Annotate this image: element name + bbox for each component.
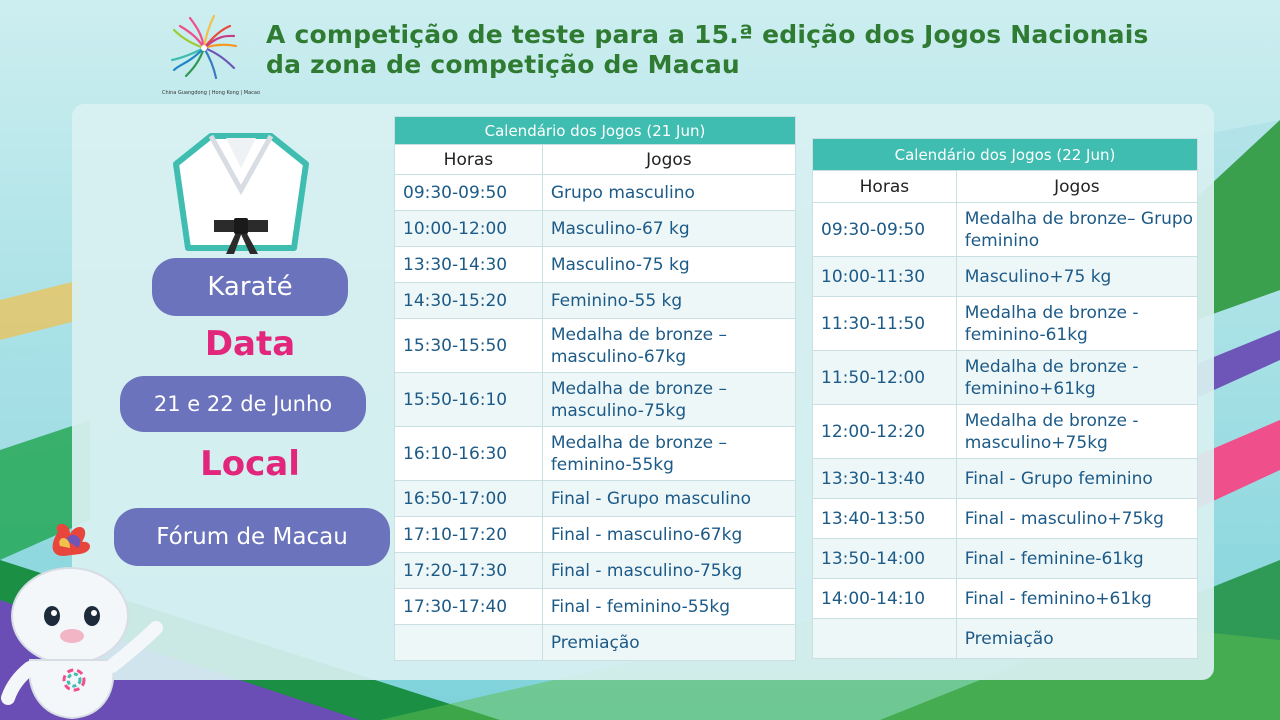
time-cell: 13:30-14:30 bbox=[395, 247, 543, 283]
event-cell: Final - masculino+75kg bbox=[956, 499, 1197, 539]
time-cell: 13:30-13:40 bbox=[813, 459, 957, 499]
time-cell: 17:10-17:20 bbox=[395, 517, 543, 553]
time-cell: 15:50-16:10 bbox=[395, 373, 543, 427]
sport-name: Karaté bbox=[207, 272, 293, 302]
time-cell: 10:00-12:00 bbox=[395, 211, 543, 247]
time-cell: 14:30-15:20 bbox=[395, 283, 543, 319]
table-row bbox=[813, 257, 1198, 297]
table-row bbox=[395, 553, 796, 589]
event-cell: Premiação bbox=[542, 625, 795, 661]
table-row bbox=[813, 459, 1198, 499]
venue-label: Local bbox=[200, 444, 300, 484]
event-cell: Final - feminine-61kg bbox=[956, 539, 1197, 579]
event-cell: Masculino+75 kg bbox=[956, 257, 1197, 297]
event-cell: Medalha de bronze – masculino-75kg bbox=[542, 373, 795, 427]
table-row bbox=[395, 319, 796, 373]
time-cell bbox=[813, 619, 957, 659]
table-row bbox=[813, 539, 1198, 579]
time-cell: 14:00-14:10 bbox=[813, 579, 957, 619]
table-row bbox=[395, 283, 796, 319]
time-cell: 09:30-09:50 bbox=[395, 175, 543, 211]
event-cell: Feminino-55 kg bbox=[542, 283, 795, 319]
mascot-figure bbox=[0, 520, 170, 720]
date-pill bbox=[120, 376, 366, 432]
title-line-2: da zona de competição de Macau bbox=[266, 50, 740, 79]
event-cell: Medalha de bronze - feminino+61kg bbox=[956, 351, 1197, 405]
time-cell: 15:30-15:50 bbox=[395, 319, 543, 373]
schedule-title-day1: Calendário dos Jogos (21 Jun) bbox=[395, 117, 796, 145]
event-info bbox=[110, 128, 380, 568]
schedule-title-day2: Calendário dos Jogos (22 Jun) bbox=[813, 139, 1198, 171]
event-cell: Masculino-75 kg bbox=[542, 247, 795, 283]
event-cell: Medalha de bronze – masculino-67kg bbox=[542, 319, 795, 373]
time-cell: 12:00-12:20 bbox=[813, 405, 957, 459]
time-cell: 11:50-12:00 bbox=[813, 351, 957, 405]
table-row bbox=[395, 589, 796, 625]
event-cell: Grupo masculino bbox=[542, 175, 795, 211]
table-row bbox=[395, 625, 796, 661]
event-cell: Premiação bbox=[956, 619, 1197, 659]
schedule-table-day1 bbox=[394, 116, 796, 661]
table-row bbox=[813, 499, 1198, 539]
table-row bbox=[395, 175, 796, 211]
table-row bbox=[813, 405, 1198, 459]
event-cell: Final - masculino-75kg bbox=[542, 553, 795, 589]
time-cell: 09:30-09:50 bbox=[813, 203, 957, 257]
time-cell: 10:00-11:30 bbox=[813, 257, 957, 297]
col-header-event: Jogos bbox=[542, 145, 795, 175]
table-row bbox=[395, 373, 796, 427]
table-row bbox=[813, 619, 1198, 659]
event-cell: Masculino-67 kg bbox=[542, 211, 795, 247]
table-row bbox=[813, 297, 1198, 351]
table-row bbox=[395, 427, 796, 481]
time-cell: 13:50-14:00 bbox=[813, 539, 957, 579]
time-cell: 16:50-17:00 bbox=[395, 481, 543, 517]
time-cell: 13:40-13:50 bbox=[813, 499, 957, 539]
event-cell: Final - Grupo masculino bbox=[542, 481, 795, 517]
header bbox=[162, 8, 1162, 104]
table-row bbox=[395, 517, 796, 553]
time-cell: 11:30-11:50 bbox=[813, 297, 957, 351]
col-header-time: Horas bbox=[813, 171, 957, 203]
table-row bbox=[395, 211, 796, 247]
col-header-time: Horas bbox=[395, 145, 543, 175]
table-row bbox=[813, 579, 1198, 619]
col-header-event: Jogos bbox=[956, 171, 1197, 203]
karate-uniform-icon bbox=[166, 130, 316, 262]
table-row bbox=[813, 351, 1198, 405]
event-cell: Final - Grupo feminino bbox=[956, 459, 1197, 499]
sport-pill bbox=[152, 258, 348, 316]
time-cell: 17:20-17:30 bbox=[395, 553, 543, 589]
table-row bbox=[395, 481, 796, 517]
time-cell bbox=[395, 625, 543, 661]
time-cell: 17:30-17:40 bbox=[395, 589, 543, 625]
table-row bbox=[813, 203, 1198, 257]
schedule-table-day2 bbox=[812, 138, 1198, 659]
page-title bbox=[266, 20, 1166, 80]
event-cell: Medalha de bronze– Grupo feminino bbox=[956, 203, 1197, 257]
logo-caption: China Guangdong | Hong Kong | Macao bbox=[162, 90, 261, 96]
event-cell: Medalha de bronze - feminino-61kg bbox=[956, 297, 1197, 351]
table-row bbox=[395, 247, 796, 283]
event-cell: Final - feminino-55kg bbox=[542, 589, 795, 625]
time-cell: 16:10-16:30 bbox=[395, 427, 543, 481]
title-line-1: A competição de teste para a 15.ª edição dos Jogos Nacionais bbox=[266, 20, 1149, 49]
venue-value: Fórum de Macau bbox=[156, 524, 348, 550]
event-cell: Final - masculino-67kg bbox=[542, 517, 795, 553]
event-cell: Medalha de bronze - masculino+75kg bbox=[956, 405, 1197, 459]
event-cell: Final - feminino+61kg bbox=[956, 579, 1197, 619]
date-value: 21 e 22 de Junho bbox=[153, 392, 333, 416]
date-label: Data bbox=[204, 324, 296, 364]
event-cell: Medalha de bronze – feminino-55kg bbox=[542, 427, 795, 481]
